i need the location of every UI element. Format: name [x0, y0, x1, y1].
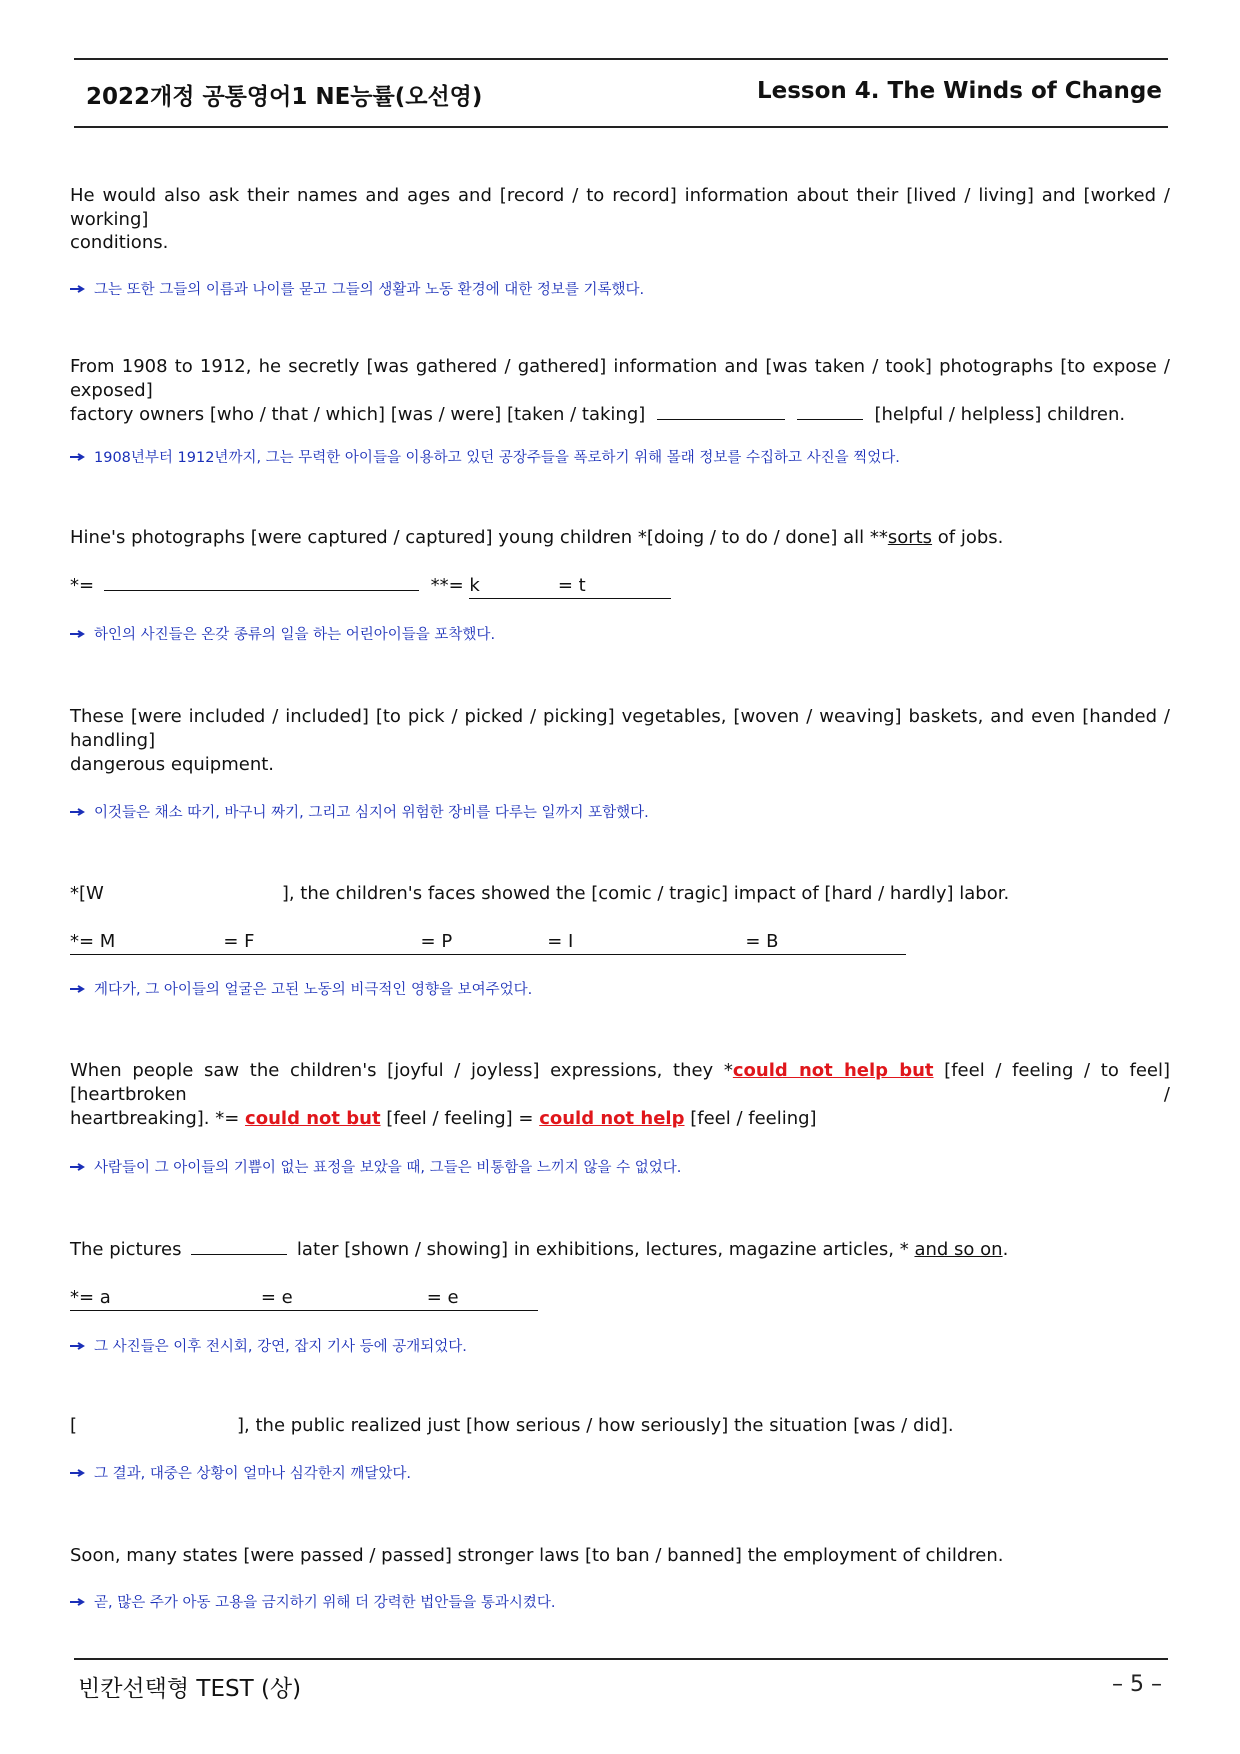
q7-hint-a: *= a — [70, 1287, 111, 1308]
q9-translation — [70, 1591, 556, 1612]
q7-line-1-mid: later [shown / showing] in exhibitions, lectures, magazine articles, * — [296, 1239, 915, 1260]
q4-line-1: These [were included / included] [to pick / picked / picking] vegetables, [woven / weaving] baskets, and even [handed / handling] — [70, 706, 1170, 751]
q5-hint-i: = I — [547, 931, 574, 952]
q9-translation-text: 곧, 많은 주가 아동 고용을 금지하기 위해 더 강력한 법안들을 통과시켰다. — [94, 1595, 556, 1611]
q8-translation — [70, 1462, 411, 1483]
q6-line-2 — [70, 1107, 1170, 1131]
q7-line-1-end: . — [1002, 1239, 1009, 1260]
q3-line-1 — [70, 526, 1170, 550]
q6-highlight-phrase-3: could not help — [539, 1108, 685, 1129]
q6-line-1-start: When people saw the children's [joyful / joyless] expressions, they * — [70, 1060, 733, 1081]
footer-test-title: 빈칸선택형 TEST (상) — [78, 1676, 302, 1702]
q8-line-1-start: [ — [70, 1415, 78, 1436]
q4-line-2: dangerous equipment. — [70, 754, 275, 775]
q6-line-1 — [70, 1059, 1170, 1107]
q1-line-2: conditions. — [70, 232, 169, 253]
q2-translation — [70, 446, 900, 467]
q5-translation — [70, 978, 532, 999]
q2-line-2-start: factory owners [who / that / which] [was / were] [taken / taking] — [70, 404, 646, 425]
q6-line-2-mid: [feel / feeling] = — [380, 1108, 540, 1129]
q4-translation — [70, 801, 649, 822]
q7-hint-line — [70, 1286, 1170, 1311]
q5-line-1 — [70, 882, 1170, 906]
q3-line-1-start: Hine's photographs [were captured / captured] young children *[doing / to do / done] all ** — [70, 527, 888, 548]
q3-hint-2-t: = t — [557, 575, 586, 596]
q3-hint-1-label: *= — [70, 575, 95, 596]
arrow-icon — [70, 808, 86, 816]
q5-hint-p: = P — [420, 931, 453, 952]
q5-line-1-end: ], the children's faces showed the [comic / tragic] impact of [hard / hardly] labor. — [281, 883, 1010, 904]
q3-hint-line — [70, 572, 1170, 599]
q3-underlined-word: sorts — [887, 527, 933, 548]
q3-hint-2-label: **= — [430, 575, 470, 596]
arrow-icon — [70, 1598, 86, 1606]
q6-highlight-phrase-1: could not help but — [732, 1060, 934, 1081]
q7-translation-text: 그 사진들은 이후 전시회, 강연, 잡지 기사 등에 공개되었다. — [94, 1339, 467, 1355]
arrow-icon — [70, 453, 86, 461]
q2-line-2-end: [helpful / helpless] children. — [874, 404, 1126, 425]
q3-hint-2-k: k — [469, 575, 480, 596]
arrow-icon — [70, 1342, 86, 1350]
q6-line-1-end: [feel / feeling / to feel] [heartbroken / — [70, 1060, 1170, 1105]
arrow-icon — [70, 1163, 86, 1171]
header-course-title: 2022개정 공통영어1 NE능률(오선영) — [86, 84, 483, 110]
arrow-icon — [70, 1469, 86, 1477]
q5-hint-b: = B — [745, 931, 779, 952]
q7-underlined-phrase: and so on — [914, 1239, 1003, 1260]
q7-hint-e1: = e — [260, 1287, 293, 1308]
q7-translation — [70, 1335, 467, 1356]
q2-blank-1[interactable] — [657, 401, 785, 420]
q6-line-2-start: heartbreaking]. *= — [70, 1108, 246, 1129]
q6-translation-text: 사람들이 그 아이들의 기쁨이 없는 표정을 보았을 때, 그들은 비통함을 느끼지 않을 수 없었다. — [94, 1160, 682, 1176]
q8-line-1 — [70, 1414, 1170, 1438]
q4-translation-text: 이것들은 채소 따기, 바구니 짜기, 그리고 심지어 위험한 장비를 다루는 일까지 포함했다. — [94, 805, 649, 821]
arrow-icon — [70, 630, 86, 638]
q8-translation-text: 그 결과, 대중은 상황이 얼마나 심각한지 깨달았다. — [94, 1466, 412, 1482]
q6-line-2-end: [feel / feeling] — [684, 1108, 817, 1129]
q2-line-2 — [70, 401, 1170, 427]
q5-hint-line — [70, 930, 1170, 955]
q1-line-1: He would also ask their names and ages and [record / to record] information about their [lived / living] and [worked / working] — [70, 185, 1170, 230]
q8-line-1-end: ], the public realized just [how serious / how seriously] the situation [was / did]. — [237, 1415, 954, 1436]
footer-rule — [74, 1658, 1168, 1660]
q7-hint-underline[interactable] — [70, 1286, 538, 1311]
q3-line-1-end: of jobs. — [932, 527, 1004, 548]
q5-line-1-start: *[W — [70, 883, 104, 904]
header-top-rule — [74, 58, 1168, 60]
arrow-icon — [70, 285, 86, 293]
q7-line-1-start: The pictures — [70, 1239, 182, 1260]
q3-translation — [70, 623, 495, 644]
q3-translation-text: 하인의 사진들은 온갖 종류의 일을 하는 어린아이들을 포착했다. — [94, 627, 496, 643]
q1-translation — [70, 278, 644, 299]
q3-hint-1-blank[interactable] — [104, 572, 419, 591]
page-number: – 5 – — [1112, 1672, 1162, 1697]
q5-translation-text: 게다가, 그 아이들의 얼굴은 고된 노동의 비극적인 영향을 보여주었다. — [94, 982, 533, 998]
q2-translation-text: 1908년부터 1912년까지, 그는 무력한 아이들을 이용하고 있던 공장주들을 폭로하기 위해 몰래 정보를 수집하고 사진을 찍었다. — [94, 450, 900, 466]
q6-highlight-phrase-2: could not but — [245, 1108, 381, 1129]
q2-line-1: From 1908 to 1912, he secretly [was gathered / gathered] information and [was taken / took] photographs [to expose / exposed] — [70, 356, 1170, 401]
q5-hint-underline[interactable] — [70, 930, 906, 955]
arrow-icon — [70, 985, 86, 993]
q5-hint-f: = F — [223, 931, 255, 952]
q7-blank[interactable] — [191, 1236, 287, 1255]
header-bottom-rule — [74, 126, 1168, 128]
q6-translation — [70, 1156, 681, 1177]
q7-line-1 — [70, 1236, 1170, 1262]
q3-hint-2-line[interactable] — [469, 574, 671, 599]
q7-hint-e2: = e — [426, 1287, 459, 1308]
header-lesson-title: Lesson 4. The Winds of Change — [756, 78, 1162, 104]
q2-blank-2[interactable] — [797, 401, 863, 420]
q5-hint-m: *= M — [70, 931, 116, 952]
q9-line-1: Soon, many states [were passed / passed] stronger laws [to ban / banned] the employment of children. — [70, 1545, 1004, 1566]
q1-translation-text: 그는 또한 그들의 이름과 나이를 묻고 그들의 생활과 노동 환경에 대한 정보를 기록했다. — [94, 282, 645, 298]
